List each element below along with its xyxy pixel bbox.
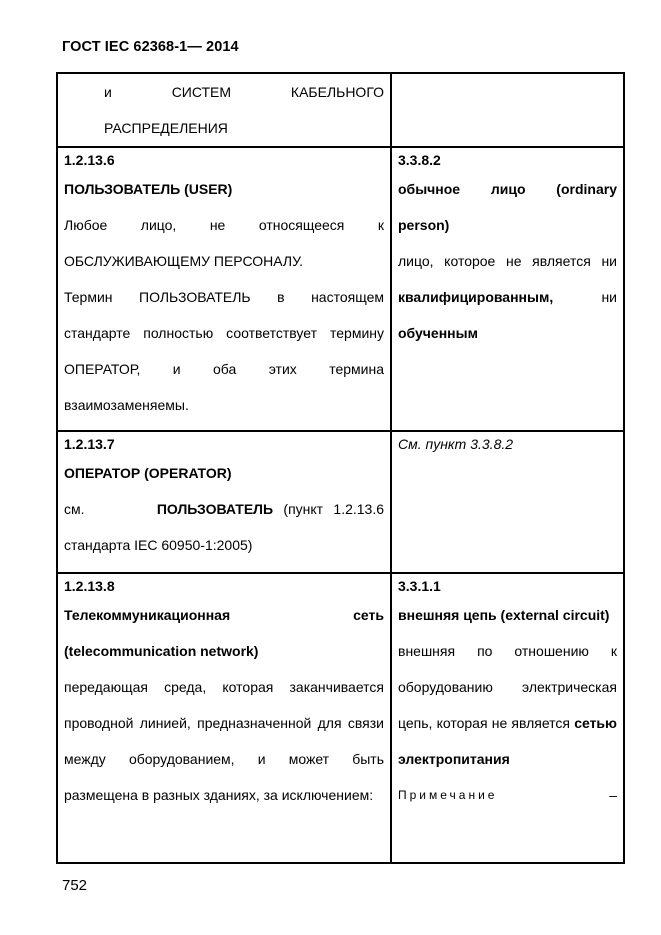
right-cell-ordinary-person: [391, 147, 624, 431]
word: СИСТЕМ: [171, 84, 232, 100]
reference-suffix: (пункт 1.2.13.6 стандарта IEC 60950-1:2005): [64, 501, 385, 553]
page-number: 752: [62, 877, 88, 894]
term-definition: [398, 243, 617, 351]
left-cell-continuation: [57, 73, 391, 147]
term-definition: [398, 633, 617, 777]
left-cell-telecom-network: [57, 573, 391, 863]
right-cell-external-circuit: [391, 573, 624, 863]
continuation-line-1: [64, 74, 384, 110]
definition-bold-term: квалифицированным,: [398, 289, 554, 305]
term-title: ОПЕРАТОР (OPERATOR): [64, 465, 232, 481]
left-cell-operator: [57, 431, 391, 573]
term-definition: Любое лицо, не относящееся к ОБСЛУЖИВАЮЩЕМУ ПЕРСОНАЛУ.: [64, 217, 384, 269]
definition-text: лицо, которое не является ни: [398, 253, 617, 269]
note-dash: –: [609, 787, 617, 803]
right-cell-empty: [391, 73, 624, 147]
table-row: [57, 573, 624, 863]
term-title: внешняя цепь (external circuit): [398, 607, 610, 623]
reference-prefix: см.: [64, 501, 85, 517]
document-header: ГОСТ IEC 62368-1— 2014: [62, 39, 239, 55]
clause-number: 3.3.8.2: [398, 152, 441, 168]
term-definition: передающая среда, которая заканчивается проводной линией, предназначенной для связи между оборудованием, и может быть размещена в разных зданиях, за исключением:: [64, 679, 384, 803]
table-row: [57, 73, 624, 147]
definition-text: внешняя по отношению к оборудованию электрическая цепь, которая не является: [398, 643, 617, 731]
definition-text: ни: [601, 289, 617, 305]
right-cell-see: [391, 431, 624, 573]
note-line: [398, 777, 617, 813]
terms-comparison-table: [56, 72, 625, 864]
see-reference: См. пункт 3.3.8.2: [398, 436, 514, 452]
definition-bold-term: обученным: [398, 325, 478, 341]
table-row: [57, 431, 624, 573]
table-row: [57, 147, 624, 431]
term-reference: [64, 491, 384, 563]
clause-number: 3.3.1.1: [398, 578, 441, 594]
continuation-line-2: РАСПРЕДЕЛЕНИЯ: [104, 120, 228, 136]
left-cell-user: [57, 147, 391, 431]
clause-number: 1.2.13.8: [64, 578, 115, 594]
definition-bold-term: сетью электропитания: [398, 715, 617, 767]
reference-term: ПОЛЬЗОВАТЕЛЬ: [156, 501, 274, 517]
word: и: [104, 84, 112, 100]
note-label: Примечание: [398, 788, 498, 802]
word: КАБЕЛЬНОГО: [290, 84, 384, 100]
clause-number: 1.2.13.7: [64, 436, 115, 452]
term-title: ПОЛЬЗОВАТЕЛЬ (USER): [64, 181, 233, 197]
term-title: Телекоммуникационная сеть (telecommunication network): [64, 607, 384, 659]
term-note: Термин ПОЛЬЗОВАТЕЛЬ в настоящем стандарте полностью соответствует термину ОПЕРАТОР, и оба этих термина взаимозаменяемы.: [64, 289, 384, 413]
term-title: обычное лицо (ordinary person): [398, 181, 617, 233]
clause-number: 1.2.13.6: [64, 152, 115, 168]
